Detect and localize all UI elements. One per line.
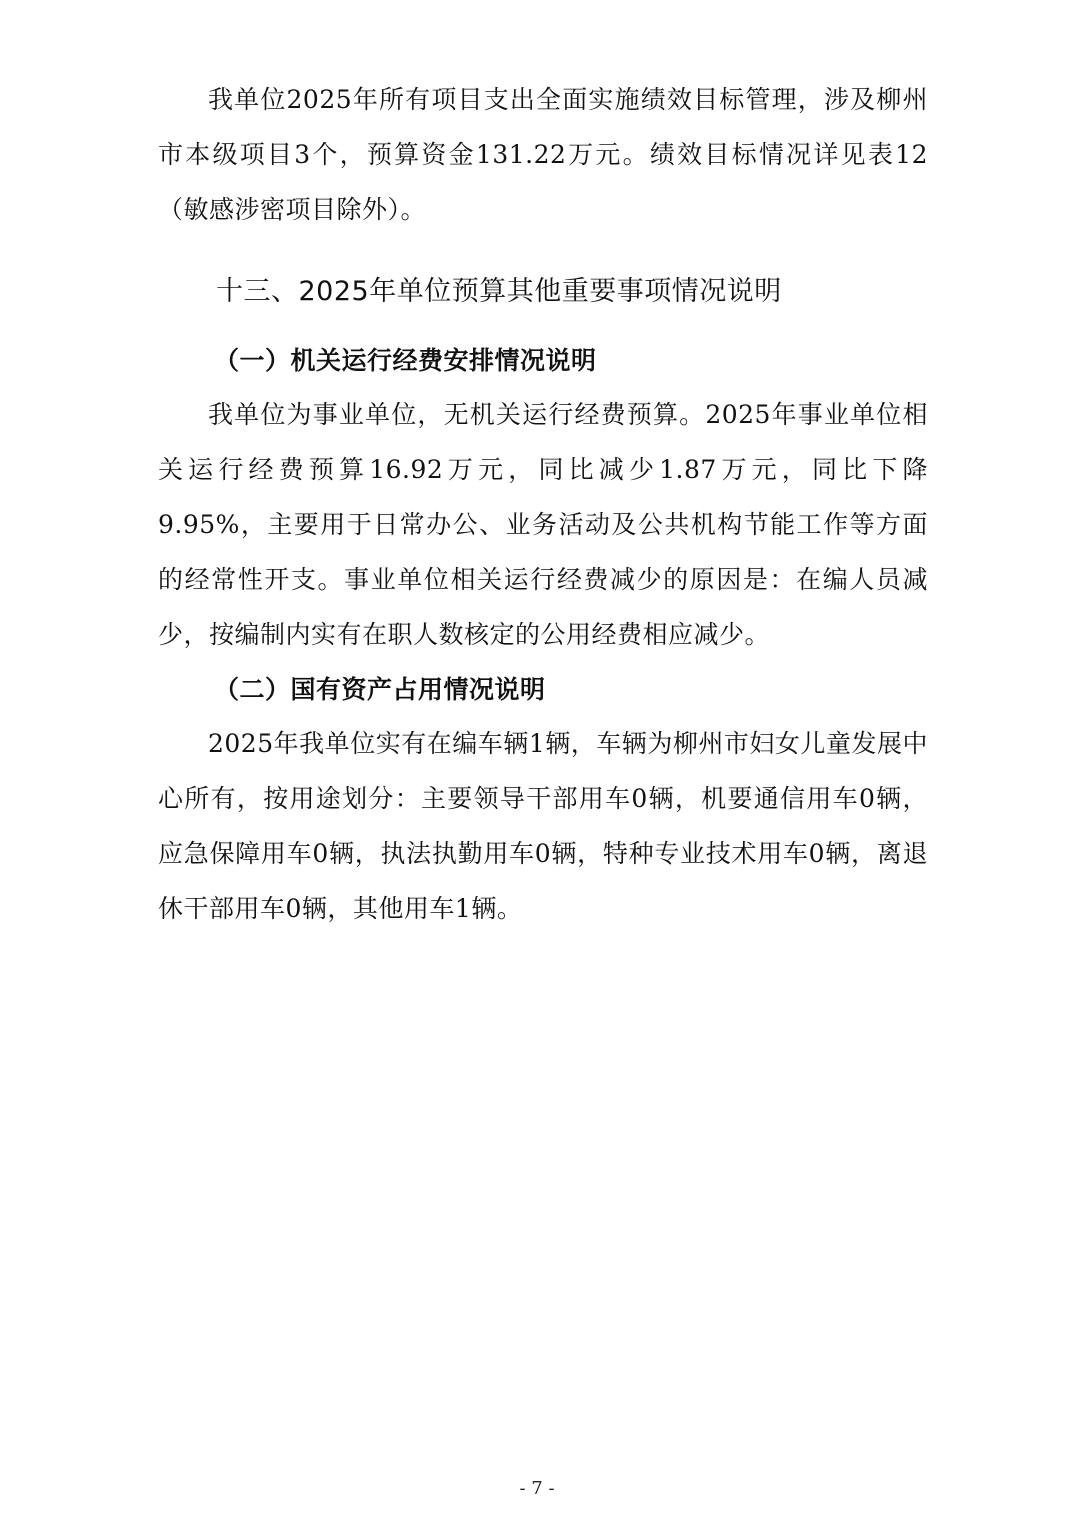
subsection-heading-operating-costs: （一）机关运行经费安排情况说明 xyxy=(214,346,597,375)
operating-costs-paragraph: 我单位为事业单位，无机关运行经费预算。2025年事业单位相关运行经费预算16.92万元，同比减少1.87万元，同比下降9.95%，主要用于日常办公、业务活动及公共机构节能工作等方面的经常性开支。事业单位相关运行经费减少的原因是：在编人员减少，按编制内实有在职人数核定的公用经费相应减少。 xyxy=(158,400,928,649)
section-heading: 十三、2025年单位预算其他重要事项情况说明 xyxy=(216,276,782,307)
intro-paragraph: 我单位2025年所有项目支出全面实施绩效目标管理，涉及柳州市本级项目3个，预算资金131.22万元。绩效目标情况详见表12（敏感涉密项目除外）。 xyxy=(158,85,928,224)
state-assets-paragraph: 2025年我单位实有在编车辆1辆，车辆为柳州市妇女儿童发展中心所有，按用途划分：主要领导干部用车0辆，机要通信用车0辆，应急保障用车0辆，执法执勤用车0辆，特种专业技术用车0辆，离退休干部用车0辆，其他用车1辆。 xyxy=(158,729,928,923)
page-content xyxy=(158,72,928,936)
page-number: - 7 - xyxy=(519,1478,555,1499)
subsection-heading-state-assets: （二）国有资产占用情况说明 xyxy=(214,675,546,704)
